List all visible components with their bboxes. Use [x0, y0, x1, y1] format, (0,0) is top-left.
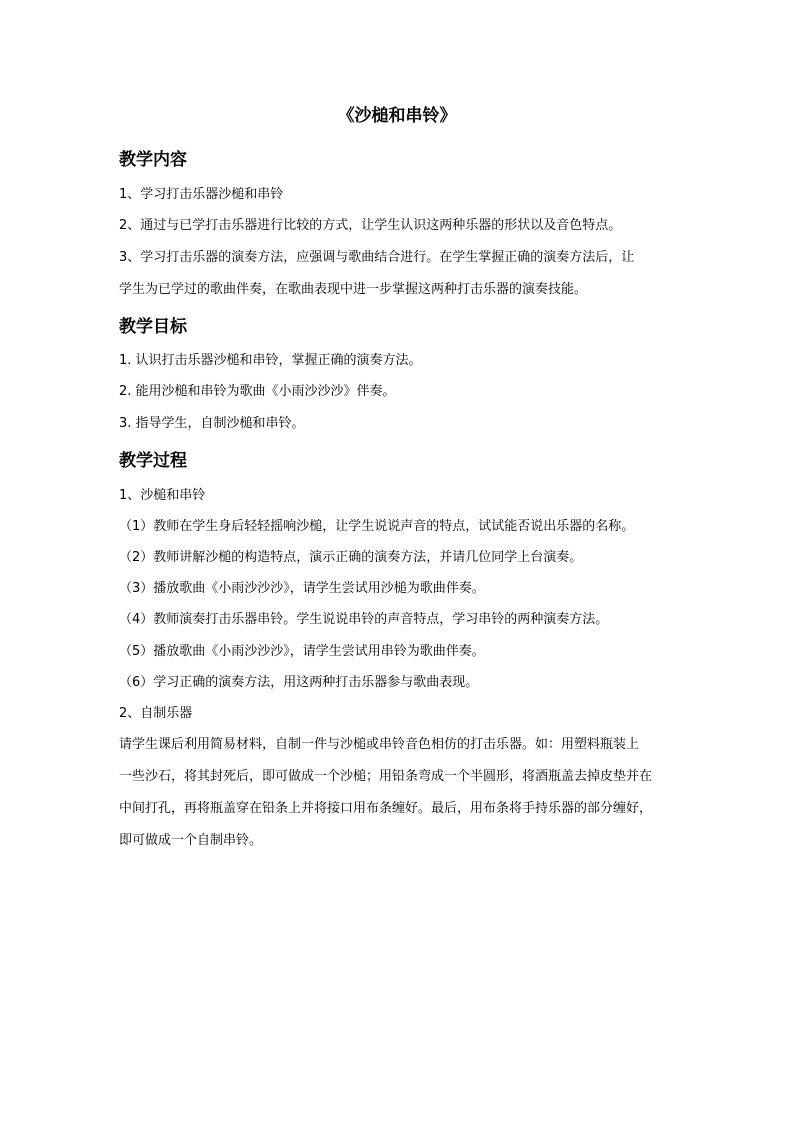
document-title: 《沙槌和串铃》 [337, 106, 457, 126]
section-heading-goals: 教学目标 [119, 317, 187, 337]
paragraph-line: 学生为已学过的歌曲伴奏，在歌曲表现中进一步掌握这两种打击乐器的演奏技能。 [119, 282, 588, 297]
paragraph-line: 2. 能用沙槌和串铃为歌曲《小雨沙沙沙》伴奏。 [119, 384, 396, 399]
paragraph-line: 即可做成一个自制串铃。 [119, 833, 263, 848]
paragraph-line: 3. 指导学生，自制沙槌和串铃。 [119, 416, 305, 431]
paragraph-line: （6）学习正确的演奏方法，用这两种打击乐器参与歌曲表现。 [119, 675, 479, 690]
section-heading-content: 教学内容 [119, 150, 187, 170]
section-heading-process: 教学过程 [119, 451, 187, 471]
paragraph-line: 一些沙石，将其封死后，即可做成一个沙槌；用铅条弯成一个半圆形，将酒瓶盖去掉皮垫并在 [119, 769, 653, 784]
paragraph-line: 1、学习打击乐器沙槌和串铃 [119, 187, 284, 202]
paragraph-line: 1. 认识打击乐器沙槌和串铃，掌握正确的演奏方法。 [119, 353, 422, 368]
paragraph-line: （4）教师演奏打击乐器串铃。学生说说串铃的声音特点，学习串铃的两种演奏方法。 [119, 612, 609, 627]
paragraph-line: 3、学习打击乐器的演奏方法，应强调与歌曲结合进行。在学生掌握正确的演奏方法后，让 [119, 250, 635, 265]
paragraph-line: （5）播放歌曲《小雨沙沙沙》，请学生尝试用串铃为歌曲伴奏。 [119, 644, 485, 659]
paragraph-line: 请学生课后利用简易材料，自制一件与沙槌或串铃音色相仿的打击乐器。如：用塑料瓶装上 [119, 737, 640, 752]
paragraph-line: （3）播放歌曲《小雨沙沙沙》，请学生尝试用沙槌为歌曲伴奏。 [119, 581, 485, 596]
paragraph-line: 2、自制乐器 [119, 706, 193, 721]
paragraph-line: （1）教师在学生身后轻轻摇响沙槌，让学生说说声音的特点，试试能否说出乐器的名称。 [119, 519, 635, 534]
paragraph-line: 2、通过与已学打击乐器进行比较的方式，让学生认识这两种乐器的形状以及音色特点。 [119, 218, 622, 233]
paragraph-line: （2）教师讲解沙槌的构造特点，演示正确的演奏方法，并请几位同学上台演奏。 [119, 550, 583, 565]
paragraph-line: 1、沙槌和串铃 [119, 488, 206, 503]
paragraph-line: 中间打孔，再将瓶盖穿在铅条上并将接口用布条缠好。最后，用布条将手持乐器的部分缠好， [119, 801, 653, 816]
